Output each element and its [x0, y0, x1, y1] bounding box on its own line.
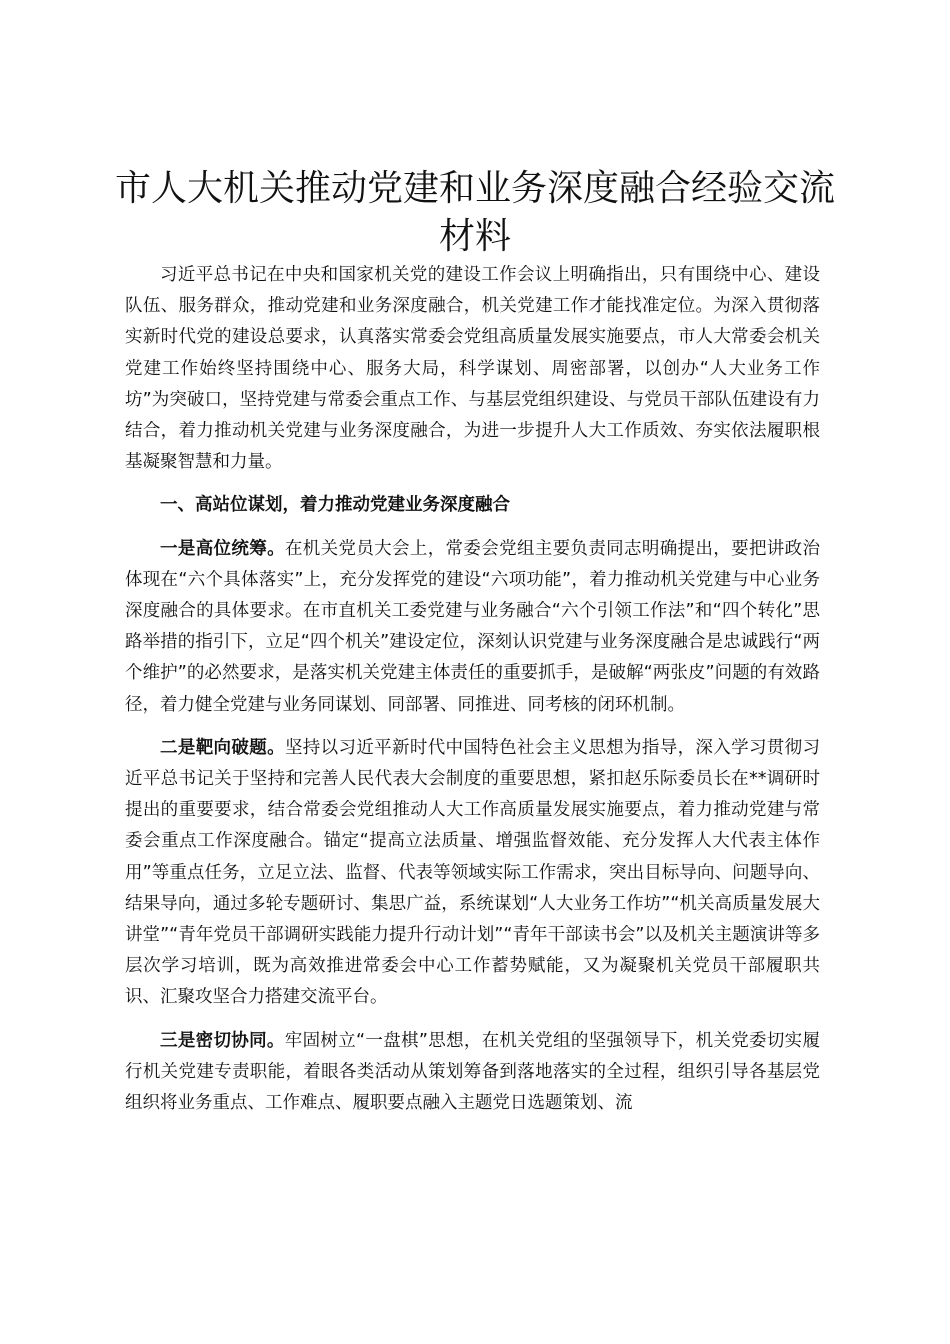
intro-paragraph: 习近平总书记在中央和国家机关党的建设工作会议上明确指出，只有围绕中心、建设队伍、服务群众，推动党建和业务深度融合，机关党建工作才能找准定位。为深入贯彻落实新时代党的建设总要求，认真落实常委会党组高质量发展实施要点，市人大常委会机关党建工作始终坚持围绕中心、服务大局，科学谋划、周密部署，以创办“人大业务工作坊”为突破口，坚持党建与常委会重点工作、与基层党组织建设、与党员干部队伍建设有力结合，着力推动机关党建与业务深度融合，为进一步提升人大工作质效、夯实依法履职根基凝聚智慧和力量。	[125, 265, 820, 473]
document-title: 市人大机关推动党建和业务深度融合经验交流材料	[114, 168, 835, 257]
point-paragraph-1	[125, 534, 820, 721]
point-lead-3: 三是密切协同。	[160, 1030, 285, 1051]
point-text-2: 坚持以习近平新时代中国特色社会主义思想为指导，深入学习贯彻习近平总书记关于坚持和完善人民代表大会制度的重要思想，紧扣赵乐际委员长在**调研时提出的重要要求，结合常委会党组推动人大工作高质量发展实施要点，着力推动党建与常委会重点工作深度融合。锚定“提高立法质量、增强监督效能、充分发挥人大代表主体作用”等重点任务，立足立法、监督、代表等领域实际工作需求，突出目标导向、问题导向、结果导向，通过多轮专题研讨、集思广益，系统谋划“人大业务工作坊”“机关高质量发展大讲堂”“青年党员干部调研实践能力提升行动计划”“青年干部读书会”以及机关主题演讲等多层次学习培训，既为高效推进常委会中心工作蓄势赋能，又为凝聚机关党员干部履职共识、汇聚攻坚合力搭建交流平台。	[125, 737, 821, 1008]
point-text-1: 在机关党员大会上，常委会党组主要负责同志明确提出，要把讲政治体现在“六个具体落实”上，充分发挥党的建设“六项功能”，着力推动机关党建与中心业务深度融合的具体要求。在市直机关工委党建与业务融合“六个引领工作法”和“四个转化”思路举措的指引下，立足“四个机关”建设定位，深刻认识党建与业务深度融合是忠诚践行“两个维护”的必然要求，是落实机关党建主体责任的重要抓手，是破解“两张皮”问题的有效路径，着力健全党建与业务同谋划、同部署、同推进、同考核的闭环机制。	[125, 538, 821, 715]
document-body	[125, 260, 820, 1131]
point-lead-1: 一是高位统筹。	[160, 538, 285, 559]
point-lead-2: 二是靶向破题。	[160, 737, 285, 758]
point-paragraph-3	[125, 1026, 820, 1120]
section-heading: 一、高站位谋划，着力推动党建业务深度融合	[160, 495, 510, 516]
point-text-3: 牢固树立“一盘棋”思想，在机关党组的坚强领导下，机关党委切实履行机关党建专责职能，着眼各类活动从策划筹备到落地落实的全过程，组织引导各基层党组织将业务重点、工作难点、履职要点融入主题党日选题策划、流	[125, 1030, 820, 1114]
point-paragraph-2	[125, 733, 820, 1014]
